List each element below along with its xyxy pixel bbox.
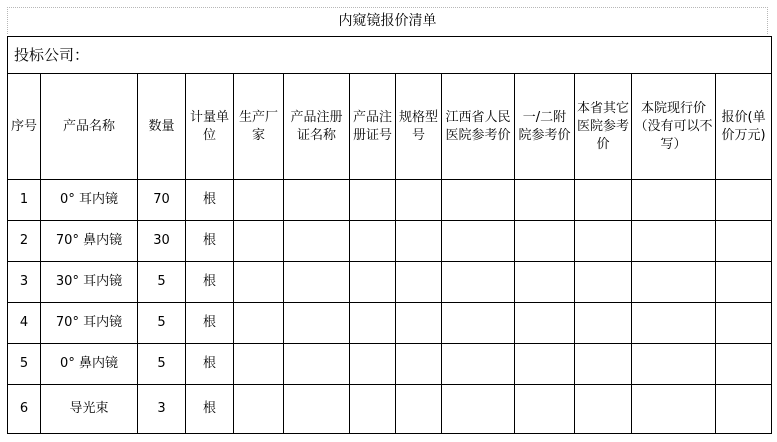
empty-cell[interactable] xyxy=(716,303,772,344)
empty-cell[interactable] xyxy=(234,344,284,385)
empty-cell[interactable] xyxy=(234,180,284,221)
row-no: 2 xyxy=(8,221,41,262)
empty-cell[interactable] xyxy=(350,262,396,303)
table-row xyxy=(8,303,772,344)
header-affiliated-ref-price: 一/二附院参考价 xyxy=(515,74,575,180)
table-row xyxy=(8,344,772,385)
empty-cell[interactable] xyxy=(575,180,632,221)
row-qty: 3 xyxy=(138,385,186,434)
row-qty: 5 xyxy=(138,303,186,344)
empty-cell[interactable] xyxy=(442,344,515,385)
empty-cell[interactable] xyxy=(575,262,632,303)
empty-cell[interactable] xyxy=(632,180,716,221)
empty-cell[interactable] xyxy=(575,344,632,385)
header-current-price: 本院现行价（没有可以不写） xyxy=(632,74,716,180)
empty-cell[interactable] xyxy=(442,303,515,344)
empty-cell[interactable] xyxy=(575,221,632,262)
empty-cell[interactable] xyxy=(515,303,575,344)
table-row xyxy=(8,262,772,303)
row-unit: 根 xyxy=(186,221,234,262)
row-qty: 5 xyxy=(138,262,186,303)
table-row xyxy=(8,221,772,262)
row-name: 30° 耳内镜 xyxy=(41,262,138,303)
empty-cell[interactable] xyxy=(396,180,442,221)
header-other-hospital-ref-price: 本省其它医院参考价 xyxy=(575,74,632,180)
header-no: 序号 xyxy=(8,74,41,180)
empty-cell[interactable] xyxy=(350,385,396,434)
header-row xyxy=(8,74,772,180)
empty-cell[interactable] xyxy=(284,221,350,262)
row-qty: 30 xyxy=(138,221,186,262)
empty-cell[interactable] xyxy=(575,385,632,434)
empty-cell[interactable] xyxy=(515,385,575,434)
empty-cell[interactable] xyxy=(515,344,575,385)
page-bottom-edge xyxy=(0,437,777,442)
empty-cell[interactable] xyxy=(632,303,716,344)
empty-cell[interactable] xyxy=(632,385,716,434)
row-no: 5 xyxy=(8,344,41,385)
header-registration-name: 产品注册证名称 xyxy=(284,74,350,180)
empty-cell[interactable] xyxy=(442,385,515,434)
empty-cell[interactable] xyxy=(350,303,396,344)
row-name: 70° 鼻内镜 xyxy=(41,221,138,262)
row-no: 1 xyxy=(8,180,41,221)
header-spec-model: 规格型号 xyxy=(396,74,442,180)
table-row xyxy=(8,180,772,221)
row-no: 3 xyxy=(8,262,41,303)
row-qty: 5 xyxy=(138,344,186,385)
empty-cell[interactable] xyxy=(396,344,442,385)
header-registration-no: 产品注册证号 xyxy=(350,74,396,180)
empty-cell[interactable] xyxy=(350,221,396,262)
empty-cell[interactable] xyxy=(234,262,284,303)
empty-cell[interactable] xyxy=(396,385,442,434)
empty-cell[interactable] xyxy=(234,221,284,262)
header-unit: 计量单位 xyxy=(186,74,234,180)
row-qty: 70 xyxy=(138,180,186,221)
empty-cell[interactable] xyxy=(284,303,350,344)
empty-cell[interactable] xyxy=(716,221,772,262)
row-unit: 根 xyxy=(186,344,234,385)
document-title: 内窥镜报价清单 xyxy=(7,7,768,34)
row-unit: 根 xyxy=(186,262,234,303)
empty-cell[interactable] xyxy=(350,344,396,385)
empty-cell[interactable] xyxy=(716,262,772,303)
empty-cell[interactable] xyxy=(442,180,515,221)
empty-cell[interactable] xyxy=(632,221,716,262)
empty-cell[interactable] xyxy=(575,303,632,344)
empty-cell[interactable] xyxy=(716,180,772,221)
empty-cell[interactable] xyxy=(284,385,350,434)
row-name: 70° 耳内镜 xyxy=(41,303,138,344)
empty-cell[interactable] xyxy=(442,262,515,303)
header-jiangxi-ref-price: 江西省人民医院参考价 xyxy=(442,74,515,180)
empty-cell[interactable] xyxy=(350,180,396,221)
empty-cell[interactable] xyxy=(515,180,575,221)
row-name: 导光束 xyxy=(41,385,138,434)
header-product-name: 产品名称 xyxy=(41,74,138,180)
row-no: 4 xyxy=(8,303,41,344)
table-row xyxy=(8,385,772,434)
empty-cell[interactable] xyxy=(284,180,350,221)
row-name: 0° 耳内镜 xyxy=(41,180,138,221)
row-unit: 根 xyxy=(186,180,234,221)
empty-cell[interactable] xyxy=(396,303,442,344)
empty-cell[interactable] xyxy=(442,221,515,262)
empty-cell[interactable] xyxy=(284,344,350,385)
row-no: 6 xyxy=(8,385,41,434)
empty-cell[interactable] xyxy=(234,385,284,434)
header-quote-price: 报价(单价万元) xyxy=(716,74,772,180)
header-manufacturer: 生产厂家 xyxy=(234,74,284,180)
empty-cell[interactable] xyxy=(632,344,716,385)
quote-table xyxy=(7,36,772,434)
empty-cell[interactable] xyxy=(396,262,442,303)
row-name: 0° 鼻内镜 xyxy=(41,344,138,385)
empty-cell[interactable] xyxy=(716,385,772,434)
company-label: 投标公司： xyxy=(8,37,772,74)
header-quantity: 数量 xyxy=(138,74,186,180)
row-unit: 根 xyxy=(186,385,234,434)
empty-cell[interactable] xyxy=(515,262,575,303)
empty-cell[interactable] xyxy=(284,262,350,303)
empty-cell[interactable] xyxy=(396,221,442,262)
empty-cell[interactable] xyxy=(716,344,772,385)
empty-cell[interactable] xyxy=(515,221,575,262)
empty-cell[interactable] xyxy=(234,303,284,344)
row-unit: 根 xyxy=(186,303,234,344)
empty-cell[interactable] xyxy=(632,262,716,303)
